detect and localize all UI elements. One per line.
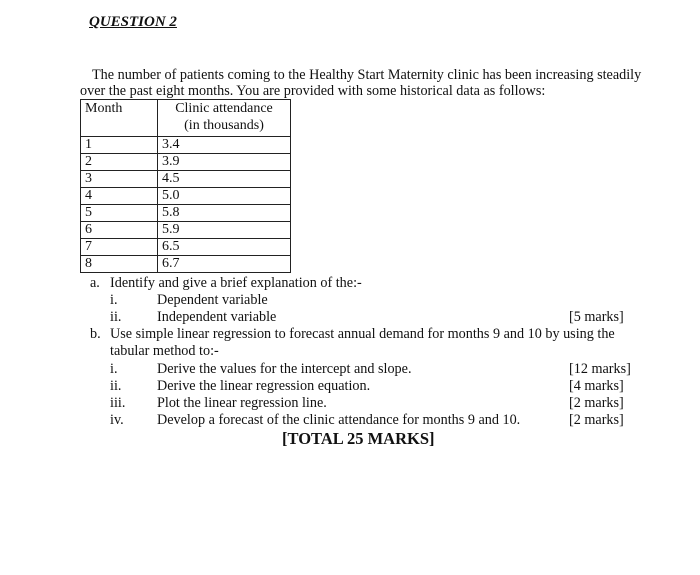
part-b-item-1-text: Derive the values for the intercept and slope. <box>157 361 412 377</box>
part-b-item-2-num: ii. <box>110 378 122 394</box>
part-a-item-2-text: Independent variable <box>157 309 277 325</box>
part-b-item-3-marks: [2 marks] <box>569 395 624 411</box>
table-row <box>81 222 291 239</box>
intro-line-2: over the past eight months. You are provided with some historical data as follows: <box>80 83 546 99</box>
table-row <box>81 239 291 256</box>
table-row <box>81 256 291 273</box>
attendance-cell: 3.4 <box>158 137 291 154</box>
month-cell: 8 <box>81 256 158 273</box>
attendance-cell: 5.0 <box>158 188 291 205</box>
month-cell: 1 <box>81 137 158 154</box>
month-cell: 2 <box>81 154 158 171</box>
part-b-item-4-marks: [2 marks] <box>569 412 624 428</box>
attendance-table <box>80 99 291 273</box>
part-a-item-1-num: i. <box>110 292 118 308</box>
intro-line-1: The number of patients coming to the Healthy Start Maternity clinic has been increasing steadily <box>92 67 642 83</box>
part-a-label: a. <box>90 275 100 291</box>
header-month: Month <box>81 100 158 137</box>
part-b-item-1-marks: [12 marks] <box>569 361 631 377</box>
part-b-item-2-marks: [4 marks] <box>569 378 624 394</box>
part-b-text-line-2: tabular method to:- <box>110 343 219 359</box>
attendance-cell: 6.7 <box>158 256 291 273</box>
attendance-cell: 4.5 <box>158 171 291 188</box>
header-attendance <box>158 100 291 137</box>
month-cell: 4 <box>81 188 158 205</box>
part-b-item-1-num: i. <box>110 361 118 377</box>
month-cell: 7 <box>81 239 158 256</box>
attendance-cell: 5.9 <box>158 222 291 239</box>
part-a-item-1-text: Dependent variable <box>157 292 268 308</box>
month-cell: 3 <box>81 171 158 188</box>
table-header-row <box>81 100 291 137</box>
table-row <box>81 137 291 154</box>
total-marks: [TOTAL 25 MARKS] <box>282 429 435 448</box>
question-title: QUESTION 2 <box>89 14 177 30</box>
attendance-cell: 6.5 <box>158 239 291 256</box>
attendance-cell: 3.9 <box>158 154 291 171</box>
part-b-label: b. <box>90 326 101 342</box>
part-a-marks: [5 marks] <box>569 309 624 325</box>
month-cell: 6 <box>81 222 158 239</box>
header-attendance-line-2: (in thousands) <box>184 118 264 133</box>
table-row <box>81 154 291 171</box>
part-a-item-2-num: ii. <box>110 309 122 325</box>
part-b-item-4-text: Develop a forecast of the clinic attendance for months 9 and 10. <box>157 412 521 428</box>
part-b-item-4-num: iv. <box>110 412 124 428</box>
part-b-item-2-text: Derive the linear regression equation. <box>157 378 371 394</box>
table-row <box>81 205 291 222</box>
part-b-text-line-1: Use simple linear regression to forecast annual demand for months 9 and 10 by using the <box>110 326 615 342</box>
table-row <box>81 171 291 188</box>
month-cell: 5 <box>81 205 158 222</box>
part-b-item-3-text: Plot the linear regression line. <box>157 395 327 411</box>
part-b-item-3-num: iii. <box>110 395 126 411</box>
header-attendance-line-1: Clinic attendance <box>175 101 273 116</box>
part-a-text: Identify and give a brief explanation of the:- <box>110 275 362 291</box>
attendance-cell: 5.8 <box>158 205 291 222</box>
table-row <box>81 188 291 205</box>
